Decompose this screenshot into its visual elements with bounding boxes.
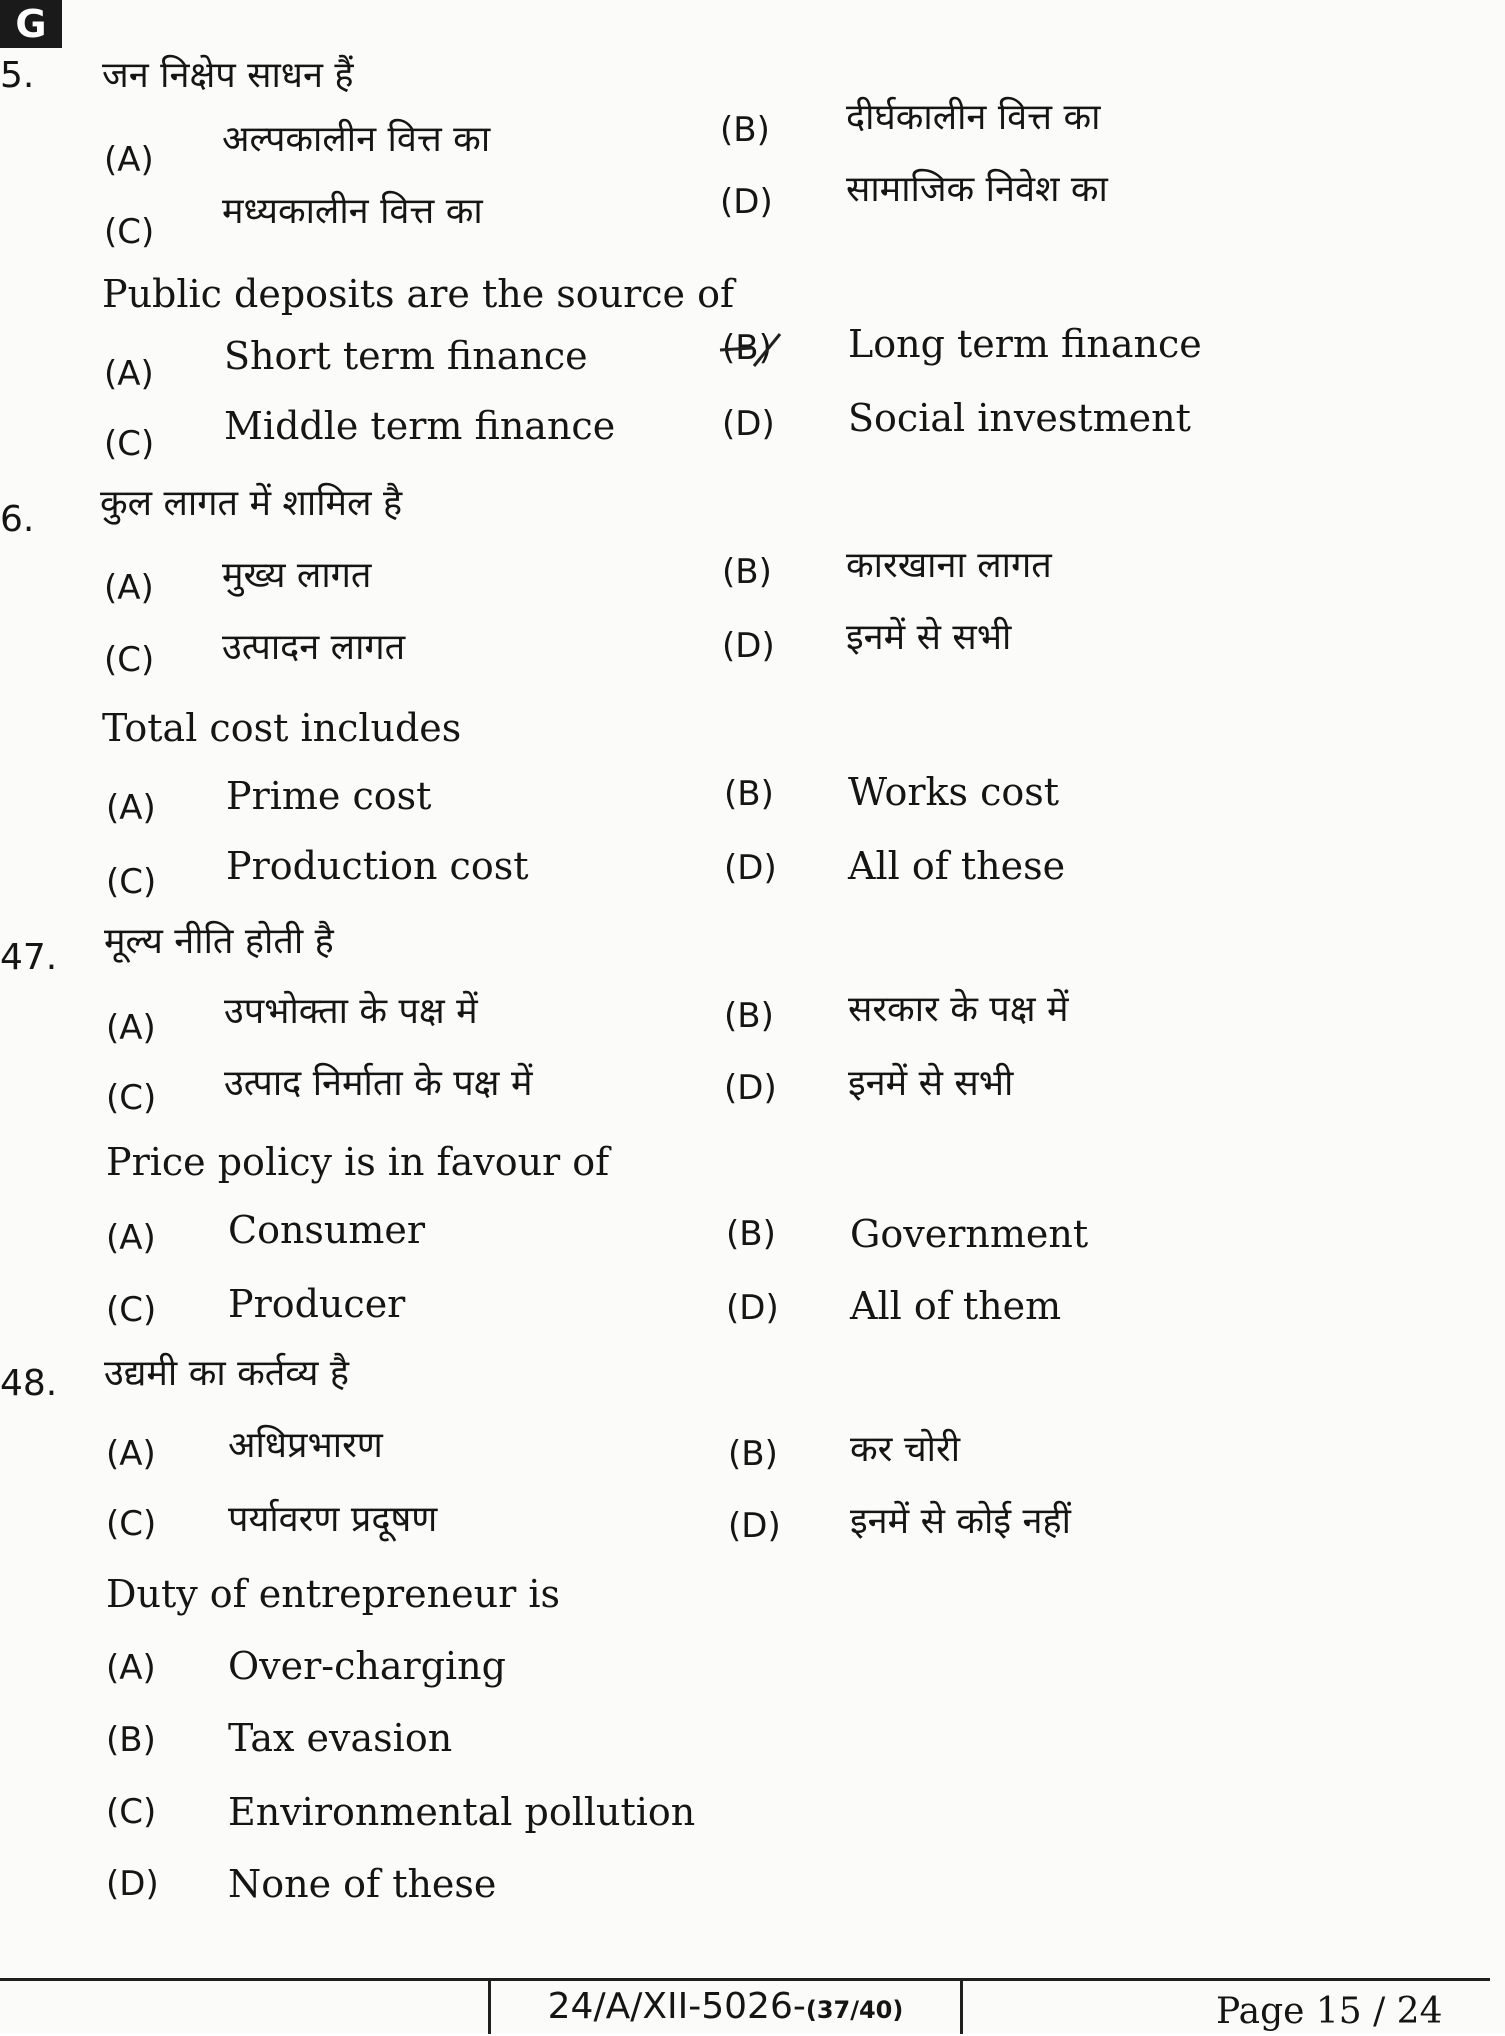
option-text-hindi: उपभोक्ता के पक्ष में xyxy=(224,991,478,1032)
option-label: (D) xyxy=(724,848,777,888)
option-text-english: Consumer xyxy=(228,1208,426,1252)
question-stem-english: Price policy is in favour of xyxy=(106,1140,610,1184)
option-label: (C) xyxy=(104,212,155,252)
option-label: (A) xyxy=(106,1648,156,1688)
option-text-english: Works cost xyxy=(848,770,1060,814)
option-text-english: Environmental pollution xyxy=(228,1790,696,1834)
page-number: Page 15 / 24 xyxy=(1216,1991,1443,2032)
question-stem-hindi: जन निक्षेप साधन हैं xyxy=(102,55,354,96)
option-label: (B) xyxy=(724,996,774,1036)
question-stem-english: Duty of entrepreneur is xyxy=(106,1572,560,1616)
option-text-english: Long term finance xyxy=(848,322,1202,366)
option-text-english: Social investment xyxy=(848,396,1191,440)
option-text-english: All of them xyxy=(850,1284,1062,1328)
option-label: (D) xyxy=(720,182,773,222)
set-code-tag: G xyxy=(0,0,62,48)
option-label: (C) xyxy=(104,424,155,464)
option-text-english: Prime cost xyxy=(226,774,432,818)
option-label: (B) xyxy=(728,1434,778,1474)
option-text-hindi: उत्पादन लागत xyxy=(222,627,406,668)
question-stem-hindi: कुल लागत में शामिल है xyxy=(100,483,403,524)
option-label: (A) xyxy=(106,1434,156,1474)
question-stem-hindi: उद्यमी का कर्तव्य है xyxy=(104,1353,350,1394)
option-label: (D) xyxy=(722,626,775,666)
option-label: (D) xyxy=(106,1864,159,1904)
option-label: (B) xyxy=(106,1720,156,1760)
option-text-hindi: सरकार के पक्ष में xyxy=(848,989,1069,1030)
question-number: 6. xyxy=(0,499,35,540)
option-label: (D) xyxy=(722,404,775,444)
option-text-hindi: पर्यावरण प्रदूषण xyxy=(228,1499,438,1540)
option-text-hindi: अल्पकालीन वित्त का xyxy=(222,119,491,160)
option-label-marked: (B) xyxy=(722,328,772,368)
option-label: (B) xyxy=(722,552,772,592)
option-text-english: Middle term finance xyxy=(224,404,616,448)
option-text-hindi: उत्पाद निर्माता के पक्ष में xyxy=(224,1063,533,1104)
option-text-hindi: कारखाना लागत xyxy=(846,545,1052,586)
option-text-english: Tax evasion xyxy=(228,1716,453,1760)
question-number: 5. xyxy=(0,55,35,96)
option-text-english: Government xyxy=(850,1212,1089,1256)
paper-code: 24/A/XII-5026- xyxy=(547,1986,806,2027)
question-stem-english: Public deposits are the source of xyxy=(102,272,735,316)
question-number: 47. xyxy=(0,937,58,978)
option-label: (B) xyxy=(726,1214,776,1254)
option-label: (D) xyxy=(724,1068,777,1108)
option-text-english: Production cost xyxy=(226,844,529,888)
question-number: 48. xyxy=(0,1363,58,1404)
option-label: (C) xyxy=(106,1078,157,1118)
option-label: (B) xyxy=(720,110,770,150)
pen-tick-mark xyxy=(718,328,788,372)
option-label: (C) xyxy=(106,862,157,902)
paper-code-suffix: (37/40) xyxy=(805,1996,904,2024)
option-label: (D) xyxy=(726,1288,779,1328)
option-label: (A) xyxy=(106,788,156,828)
option-label: (B) xyxy=(724,774,774,814)
option-text-hindi: इनमें से कोई नहीं xyxy=(850,1501,1071,1542)
option-text-english: None of these xyxy=(228,1862,497,1906)
option-label: (A) xyxy=(104,568,154,608)
option-text-hindi: कर चोरी xyxy=(850,1429,961,1470)
option-text-hindi: इनमें से सभी xyxy=(846,617,1012,658)
option-text-hindi: दीर्घकालीन वित्त का xyxy=(846,97,1101,138)
option-label: (A) xyxy=(104,140,154,180)
option-text-hindi: मध्यकालीन वित्त का xyxy=(222,191,483,232)
question-stem-hindi: मूल्य नीति होती है xyxy=(104,921,334,962)
option-text-hindi: इनमें से सभी xyxy=(848,1063,1014,1104)
option-label: (D) xyxy=(728,1506,781,1546)
option-text-hindi: अधिप्रभारण xyxy=(228,1425,383,1466)
paper-code-box xyxy=(488,1981,963,2034)
option-label: (A) xyxy=(106,1218,156,1258)
question-stem-english: Total cost includes xyxy=(102,706,462,750)
option-label: (C) xyxy=(106,1290,157,1330)
option-text-hindi: मुख्य लागत xyxy=(222,555,372,596)
option-label: (C) xyxy=(106,1792,157,1832)
option-label: (C) xyxy=(106,1504,157,1544)
option-text-english: All of these xyxy=(848,844,1066,888)
option-text-english: Producer xyxy=(228,1282,406,1326)
option-label: (C) xyxy=(104,640,155,680)
option-text-english: Over-charging xyxy=(228,1644,506,1688)
option-label: (A) xyxy=(106,1008,156,1048)
option-text-english: Short term finance xyxy=(224,334,588,378)
option-text-hindi: सामाजिक निवेश का xyxy=(846,169,1108,210)
option-label: (A) xyxy=(104,354,154,394)
